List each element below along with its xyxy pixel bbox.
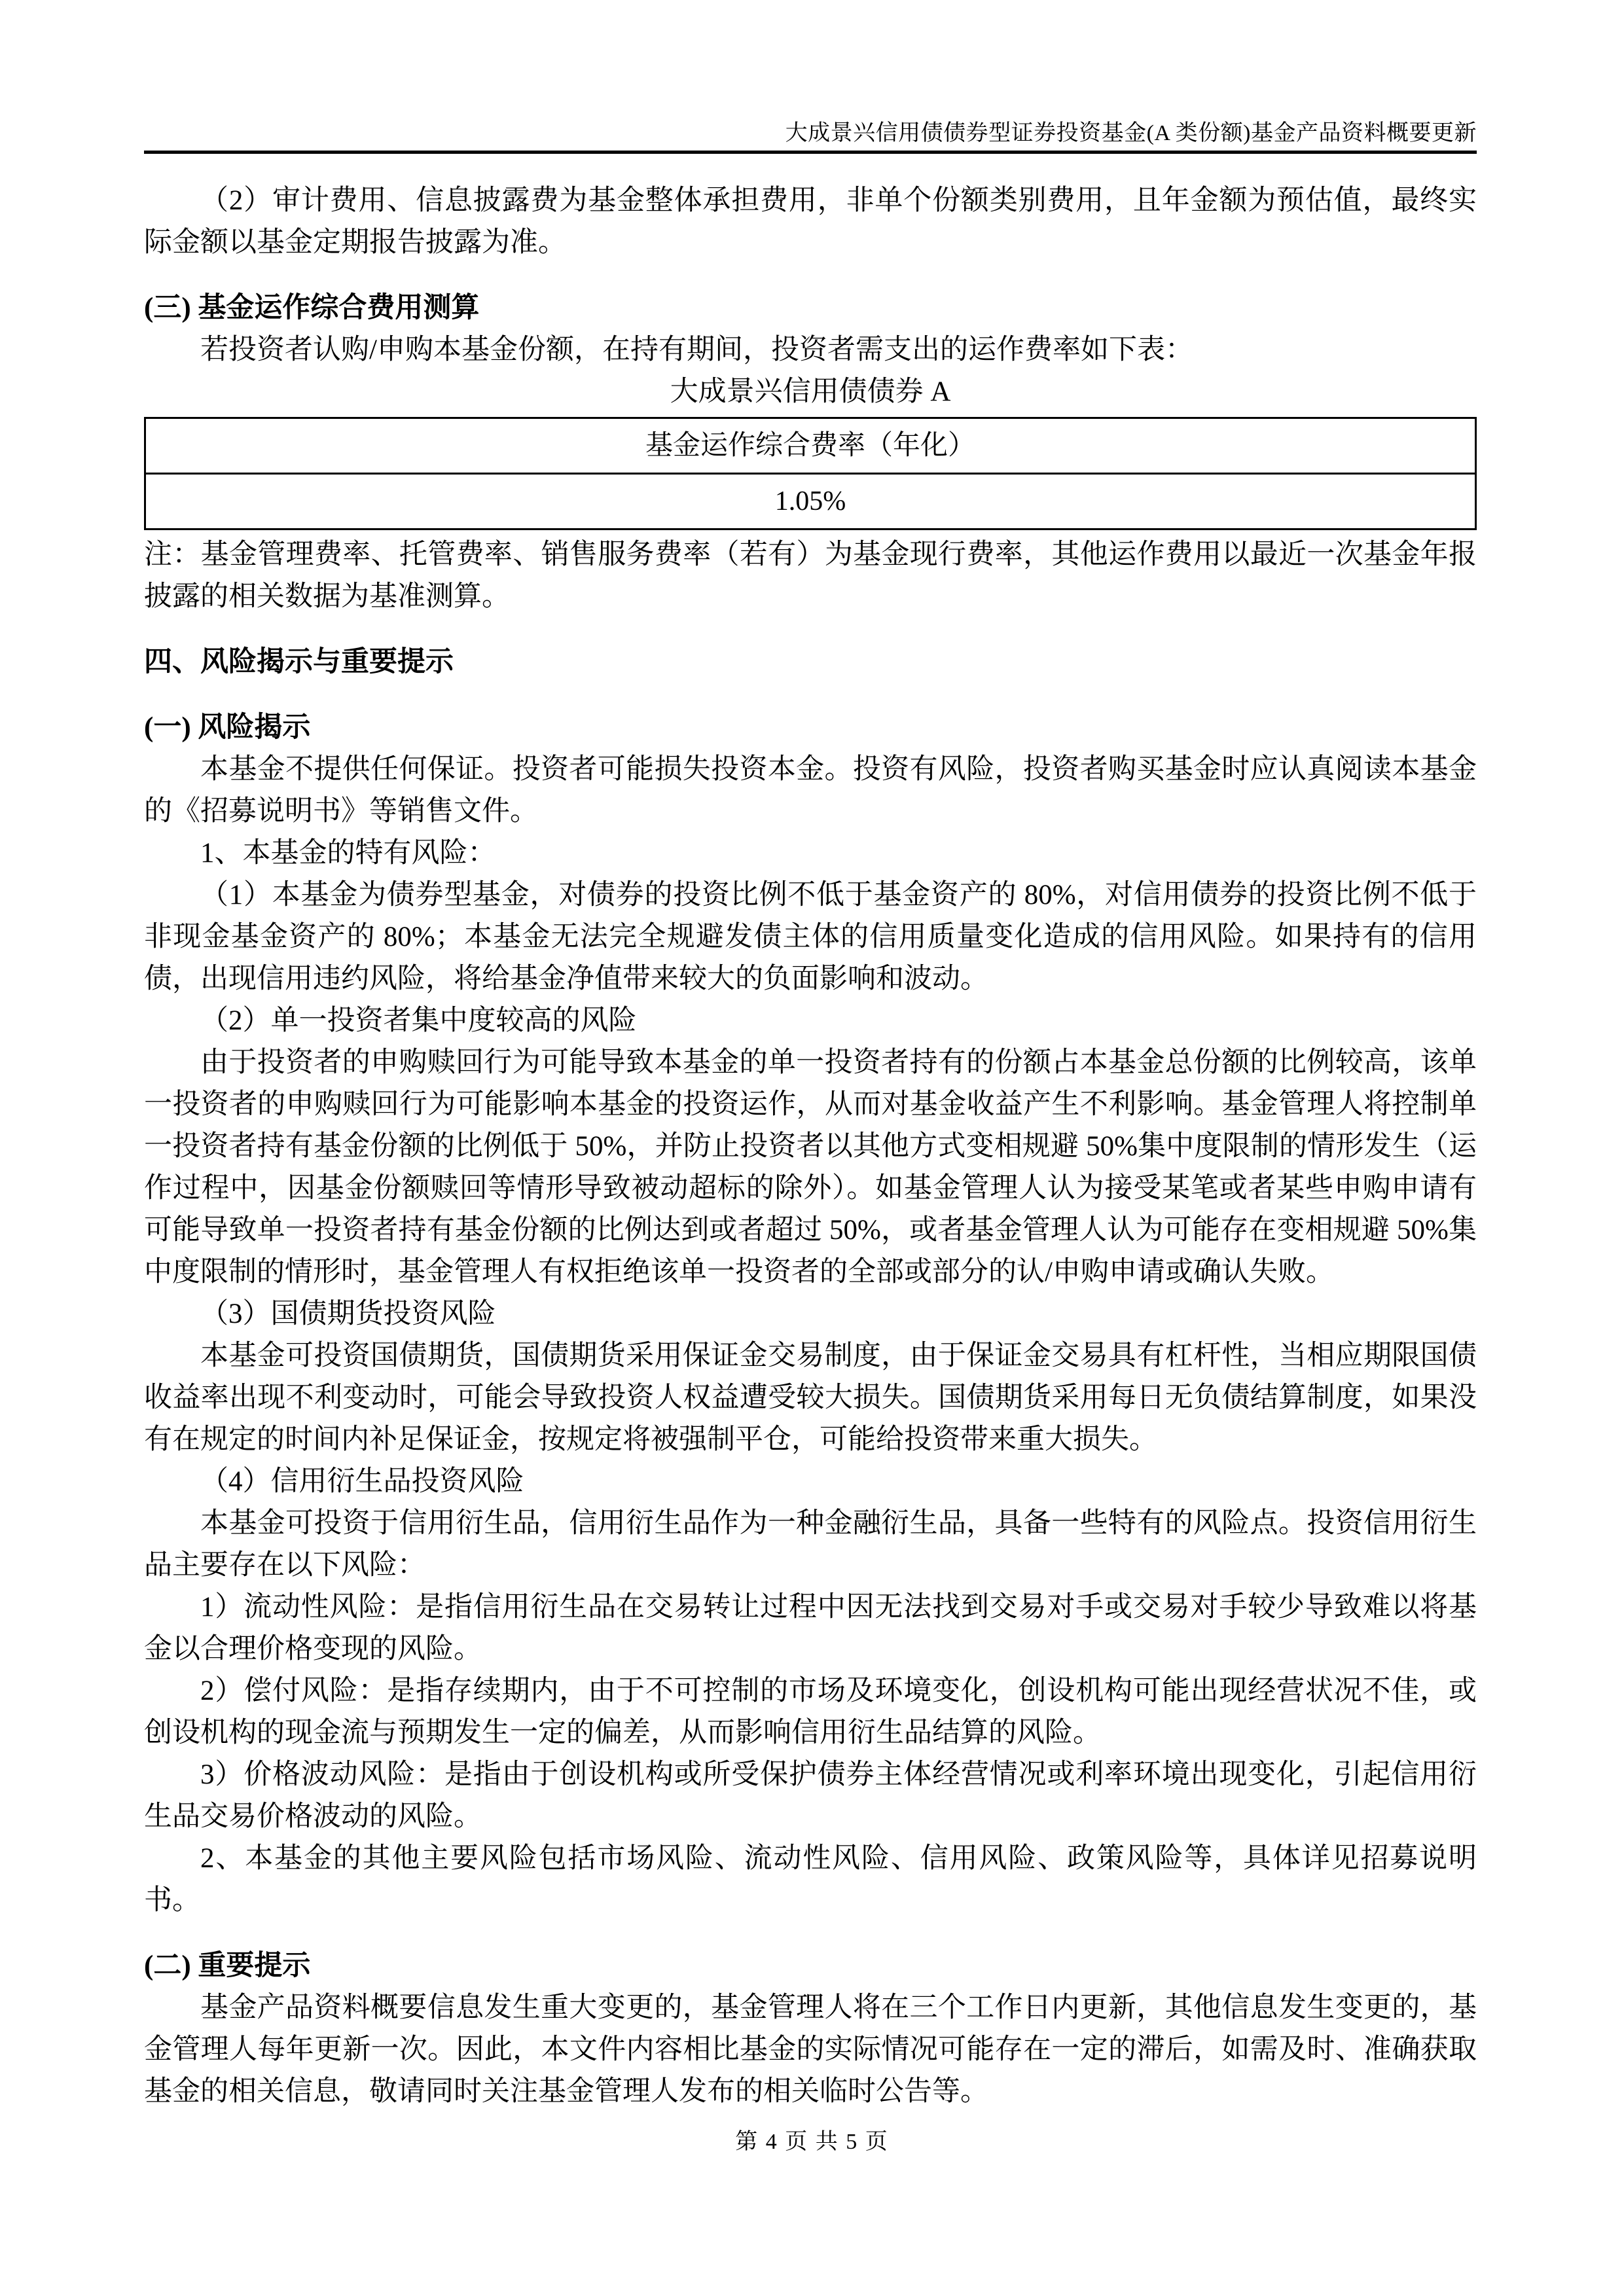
- paragraph-fee-intro: 若投资者认购/申购本基金份额，在持有期间，投资者需支出的运作费率如下表：: [200, 334, 1193, 365]
- heading-fee-estimate: (三) 基金运作综合费用测算: [144, 293, 480, 323]
- page-content-area: [144, 0, 1477, 2113]
- paragraph-bond-risk: （1）本基金为债券型基金，对债券的投资比例不低于基金资产的 80%，对信用债券的投资比例不低于非现金基金资产的 80%；本基金无法完全规避发债主体的信用质量变化造成的信用风险。如果持有的信用债，出现信用违约风险，将给基金净值带来较大的负面影响和波动。: [144, 880, 1477, 994]
- paragraph-liquidity-risk: 1）流动性风险：是指信用衍生品在交易转让过程中因无法找到交易对手或交易对手较少导致难以将基金以合理价格变现的风险。: [144, 1592, 1477, 1664]
- paragraph-treasury-futures-body: 本基金可投资国债期货，国债期货采用保证金交易制度，由于保证金交易具有杠杆性，当相应期限国债收益率出现不利变动时，可能会导致投资人权益遭受较大损失。国债期货采用每日无负债结算制度，如果没有在规定的时间内补足保证金，按规定将被强制平仓，可能给投资带来重大损失。: [144, 1340, 1477, 1455]
- paragraph-credit-derivatives-title: （4）信用衍生品投资风险: [200, 1466, 524, 1497]
- paragraph-other-risks: 2、本基金的其他主要风险包括市场风险、流动性风险、信用风险、政策风险等，具体详见招募说明书。: [144, 1843, 1477, 1916]
- paragraph-treasury-futures-title: （3）国债期货投资风险: [200, 1299, 496, 1329]
- page-number-footer: 第 4 页 共 5 页: [735, 2130, 889, 2154]
- heading-important-notice: (二) 重要提示: [144, 1950, 311, 1981]
- paragraph-price-volatility-risk: 3）价格波动风险：是指由于创设机构或所受保护债券主体经营情况或利率环境出现变化，引起信用衍生品交易价格波动的风险。: [144, 1759, 1477, 1832]
- paragraph-single-investor-title: （2）单一投资者集中度较高的风险: [200, 1005, 637, 1036]
- paragraph-single-investor-body: 由于投资者的申购赎回行为可能导致本基金的单一投资者持有的份额占本基金总份额的比例较高，该单一投资者的申购赎回行为可能影响本基金的投资运作，从而对基金收益产生不利影响。基金管理人将控制单一投资者持有基金份额的比例低于 50%，并防止投资者以其他方式变相规避 50%集中度限制的情形发生（运作过程中，因基金份额赎回等情形导致被动超标的除外）。如基金管理人认为接受某笔或者某些申购申请有可能导致单一投资者持有基金份额的比例达到或者超过 50%，或者基金管理人认为可能存在变相规避 50%集中度限制的情形时，基金管理人有权拒绝该单一投资者的全部或部分的认/申购申请或确认失败。: [144, 1047, 1477, 1287]
- paragraph-important-notice-body: 基金产品资料概要信息发生重大变更的，基金管理人将在三个工作日内更新，其他信息发生变更的，基金管理人每年更新一次。因此，本文件内容相比基金的实际情况可能存在一定的滞后，如需及时、准确获取基金的相关信息，敬请同时关注基金管理人发布的相关临时公告等。: [144, 1992, 1477, 2107]
- fee-table-value-cell: 1.05%: [145, 474, 1476, 529]
- document-header: [144, 0, 1477, 154]
- paragraph-audit-fee: （2）审计费用、信息披露费为基金整体承担费用，非单个份额类别费用，且年金额为预估值，最终实际金额以基金定期报告披露为准。: [144, 185, 1477, 258]
- document-body: [144, 154, 1477, 2113]
- fee-table-value-row: [145, 474, 1476, 529]
- fee-table-header-cell: 基金运作综合费率（年化）: [145, 418, 1476, 474]
- fee-table-header-row: [145, 418, 1476, 474]
- heading-risk-disclosure: (一) 风险揭示: [144, 712, 311, 743]
- fee-table: [144, 417, 1477, 530]
- document-header-title: 大成景兴信用债债券型证券投资基金(A 类份额)基金产品资料概要更新: [785, 121, 1477, 145]
- paragraph-no-guarantee: 本基金不提供任何保证。投资者可能损失投资本金。投资有风险，投资者购买基金时应认真阅读本基金的《招募说明书》等销售文件。: [144, 754, 1477, 827]
- paragraph-special-risks-title: 1、本基金的特有风险：: [200, 838, 496, 869]
- paragraph-payment-risk: 2）偿付风险：是指存续期内，由于不可控制的市场及环境变化，创设机构可能出现经营状况不佳，或创设机构的现金流与预期发生一定的偏差，从而影响信用衍生品结算的风险。: [144, 1676, 1477, 1748]
- paragraph-credit-derivatives-body: 本基金可投资于信用衍生品，信用衍生品作为一种金融衍生品，具备一些特有的风险点。投资信用衍生品主要存在以下风险：: [144, 1508, 1477, 1581]
- heading-risk-section: 四、风险揭示与重要提示: [144, 647, 454, 677]
- paragraph-note: 注：基金管理费率、托管费率、销售服务费率（若有）为基金现行费率，其他运作费用以最近一次基金年报披露的相关数据为基准测算。: [144, 539, 1477, 612]
- table-caption: 大成景兴信用债债券 A: [670, 376, 951, 407]
